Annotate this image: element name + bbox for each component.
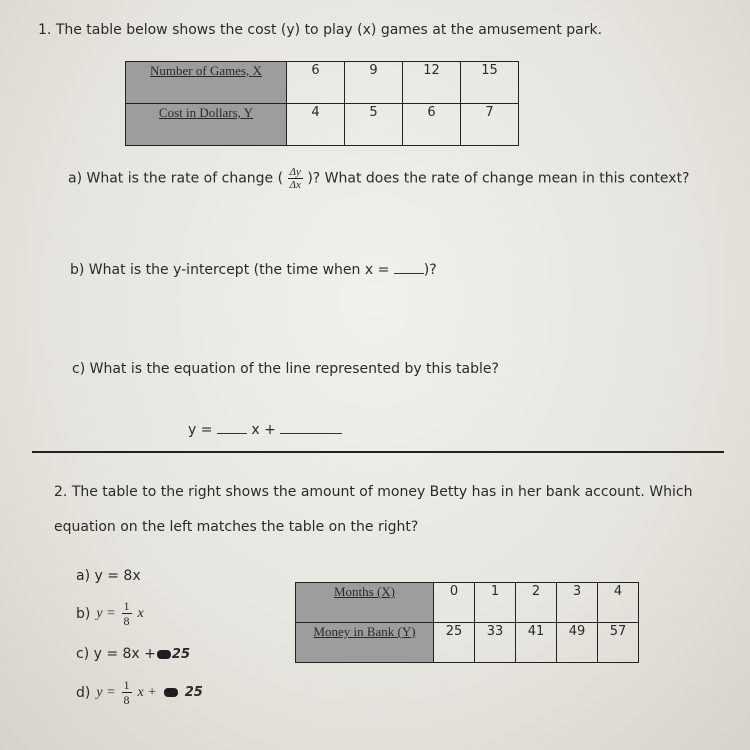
q2-y-cell: 49 xyxy=(557,623,598,663)
q2-number: 2. xyxy=(54,484,68,500)
opt-b-label: b) xyxy=(76,605,91,622)
q1-part-c: c) What is the equation of the line represented by this table? xyxy=(72,361,499,377)
q2-y-cell: 33 xyxy=(475,623,516,663)
q1-a-pre: a) What is the rate of change ( xyxy=(68,170,284,187)
q2-x-cell: 0 xyxy=(434,583,475,623)
q1-text: The table below shows the cost (y) to play (x) games at the amusement park. xyxy=(55,22,603,38)
answer-blank xyxy=(394,273,424,274)
frac-den: 8 xyxy=(123,693,130,707)
opt-b-lhs: y = xyxy=(96,605,116,621)
section-divider xyxy=(32,451,724,453)
frac-num: Δy xyxy=(289,166,301,178)
frac-num: 1 xyxy=(123,678,130,692)
q2-option-a: a) y = 8x xyxy=(76,568,141,584)
scribble-mark xyxy=(164,688,178,697)
scribble-mark xyxy=(157,650,171,659)
rate-of-change-fraction xyxy=(288,166,303,191)
q1-x-cell: 15 xyxy=(461,62,519,104)
q2-x-cell: 4 xyxy=(598,583,639,623)
q2-y-header: Money in Bank (Y) xyxy=(296,623,434,663)
q1-b-end: )? xyxy=(423,262,437,278)
frac-num: 1 xyxy=(123,599,130,613)
q1-y-header: Cost in Dollars, Y xyxy=(126,104,287,146)
handwritten-value: 25 xyxy=(184,685,203,700)
intercept-blank xyxy=(280,433,342,434)
opt-d-var: x + xyxy=(137,684,157,700)
opt-b-var: x xyxy=(137,605,144,621)
q1-a-post: )? What does the rate of change mean in this context? xyxy=(307,170,690,187)
q1-table xyxy=(125,61,519,146)
opt-c-label: c) y = 8x + xyxy=(76,646,156,662)
q2-x-cell: 3 xyxy=(557,583,598,623)
q2-option-d xyxy=(76,678,203,707)
q1-x-cell: 9 xyxy=(345,62,403,104)
opt-d-label: d) xyxy=(76,684,91,701)
frac-den: 8 xyxy=(123,614,130,628)
q2-option-c xyxy=(76,646,190,662)
eq-mid: x + xyxy=(251,422,276,438)
eq-start: y = xyxy=(188,422,213,438)
q2-text-line2: equation on the left matches the table on the right? xyxy=(54,519,419,535)
q2-option-b xyxy=(76,599,144,628)
q1-x-cell: 12 xyxy=(403,62,461,104)
q2-text-line1: The table to the right shows the amount of money Betty has in her bank account. Which xyxy=(71,484,693,500)
handwritten-value: 25 xyxy=(171,647,190,662)
q2-y-cell: 41 xyxy=(516,623,557,663)
q1-y-cell: 5 xyxy=(345,104,403,146)
q2-prompt xyxy=(54,475,692,545)
q1-y-cell: 6 xyxy=(403,104,461,146)
q1-b-text: b) What is the y-intercept (the time when x = xyxy=(70,262,394,278)
q1-part-a xyxy=(68,166,690,191)
q2-x-cell: 2 xyxy=(516,583,557,623)
q1-number: 1. xyxy=(38,22,52,38)
opt-d-lhs: y = xyxy=(96,684,116,700)
q2-x-cell: 1 xyxy=(475,583,516,623)
opt-b-fraction xyxy=(122,599,132,628)
q1-x-cell: 6 xyxy=(287,62,345,104)
slope-blank xyxy=(217,433,247,434)
q1-part-b xyxy=(70,262,437,278)
q1-prompt xyxy=(38,22,602,38)
opt-d-fraction xyxy=(122,678,132,707)
frac-den: Δx xyxy=(289,179,301,191)
q1-equation xyxy=(188,422,342,438)
q1-y-cell: 7 xyxy=(461,104,519,146)
q1-x-header: Number of Games, X xyxy=(126,62,287,104)
q2-table xyxy=(295,582,639,663)
q1-y-cell: 4 xyxy=(287,104,345,146)
q2-y-cell: 57 xyxy=(598,623,639,663)
q2-y-cell: 25 xyxy=(434,623,475,663)
q2-x-header: Months (X) xyxy=(296,583,434,623)
